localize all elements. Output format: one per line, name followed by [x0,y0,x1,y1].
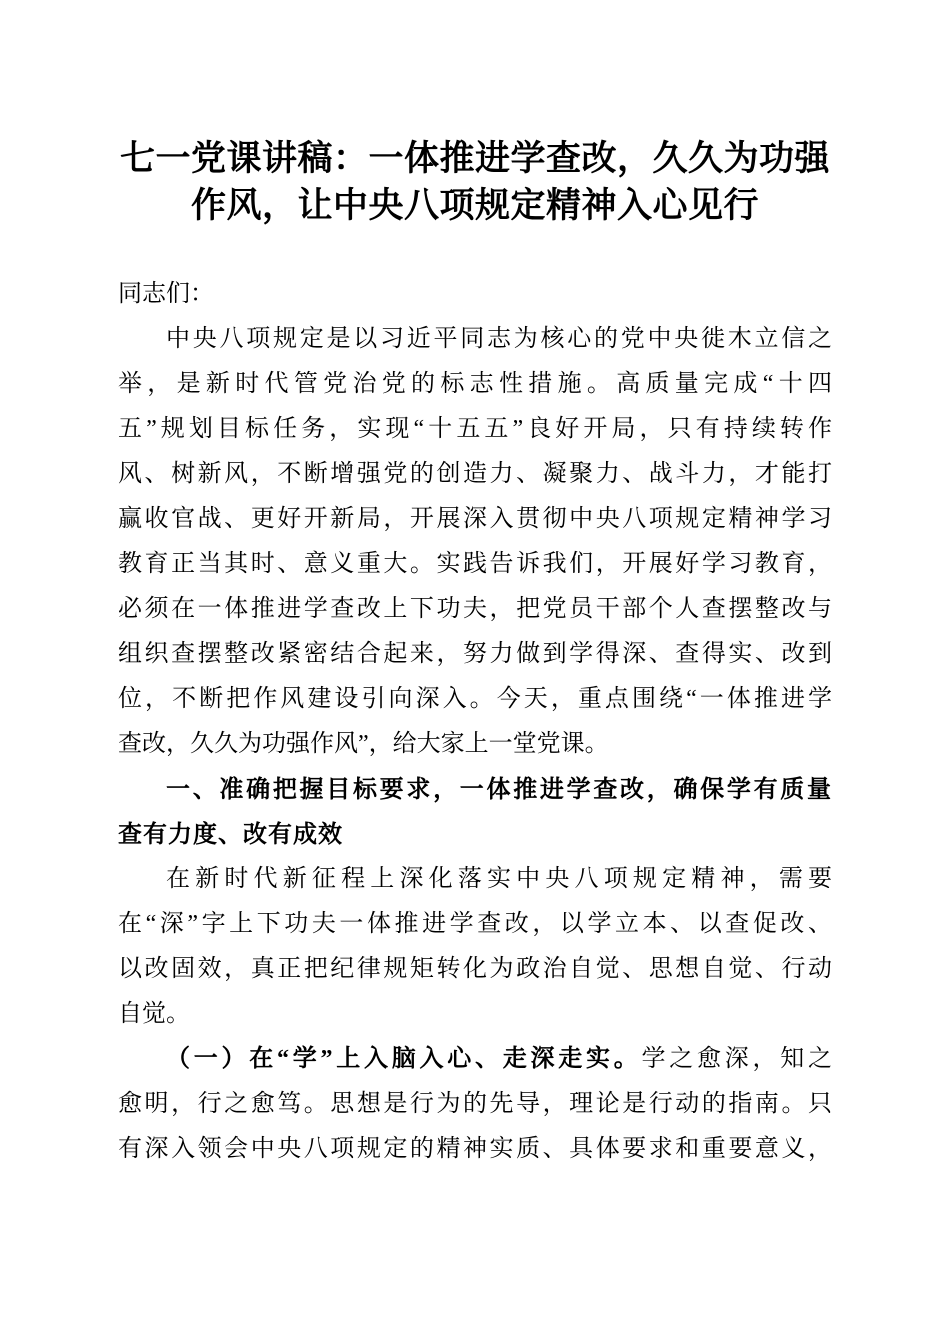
document-title [118,135,832,229]
heading-block [118,767,832,857]
text-line: 在“深”字上下功夫一体推进学查改，以学立本、以查促改、 [118,911,832,937]
salutation-block [118,272,832,317]
paragraph-block [118,317,832,767]
text-line: 查改，久久为功强作风”，给大家上一堂党课。 [118,731,609,757]
text-line: 组织查摆整改紧密结合起来，努力做到学得深、查得实、改到 [118,641,832,667]
text-line: 必须在一体推进学查改上下功夫，把党员干部个人查摆整改与 [118,596,832,622]
text-line: 五”规划目标任务，实现“十五五”良好开局，只有持续转作 [118,416,832,442]
text-line: 一、准确把握目标要求，一体推进学查改，确保学有质量 [166,776,832,803]
text-line: 同志们： [118,281,214,307]
text-line: 有深入领会中央八项规定的精神实质、具体要求和重要意义， [118,1136,832,1162]
document-body [118,272,832,1172]
paragraph-block [118,1037,832,1172]
text-line: 赢收官战、更好开新局，开展深入贯彻中央八项规定精神学习 [118,506,832,532]
text-line: 自觉。 [118,1001,190,1027]
line-text: 学之愈深，知之 [641,1046,832,1072]
paragraph-block [118,857,832,1037]
text-line: 风、树新风，不断增强党的创造力、凝聚力、战斗力，才能打 [118,461,832,487]
text-line: 教育正当其时、意义重大。实践告诉我们，开展好学习教育， [118,551,832,577]
text-line: 查有力度、改有成效 [118,821,343,848]
text-line: 位，不断把作风建设引向深入。今天，重点围绕“一体推进学 [118,686,832,712]
text-line: 举，是新时代管党治党的标志性措施。高质量完成“十四 [118,371,832,397]
title-line-1: 七一党课讲稿：一体推进学查改，久久为功强 [119,139,830,178]
text-line [118,1037,832,1082]
text-line: 愈明，行之愈笃。思想是行为的先导，理论是行动的指南。只 [118,1091,832,1117]
bold-lead-sentence: （一）在“学”上入脑入心、走深走实。 [166,1046,642,1072]
title-line-2: 作风，让中央八项规定精神入心见行 [190,186,759,225]
text-line: 在新时代新征程上深化落实中央八项规定精神，需要 [166,866,832,892]
text-line: 以改固效，真正把纪律规矩转化为政治自觉、思想自觉、行动 [118,956,832,982]
text-line: 中央八项规定是以习近平同志为核心的党中央徙木立信之 [166,326,832,352]
